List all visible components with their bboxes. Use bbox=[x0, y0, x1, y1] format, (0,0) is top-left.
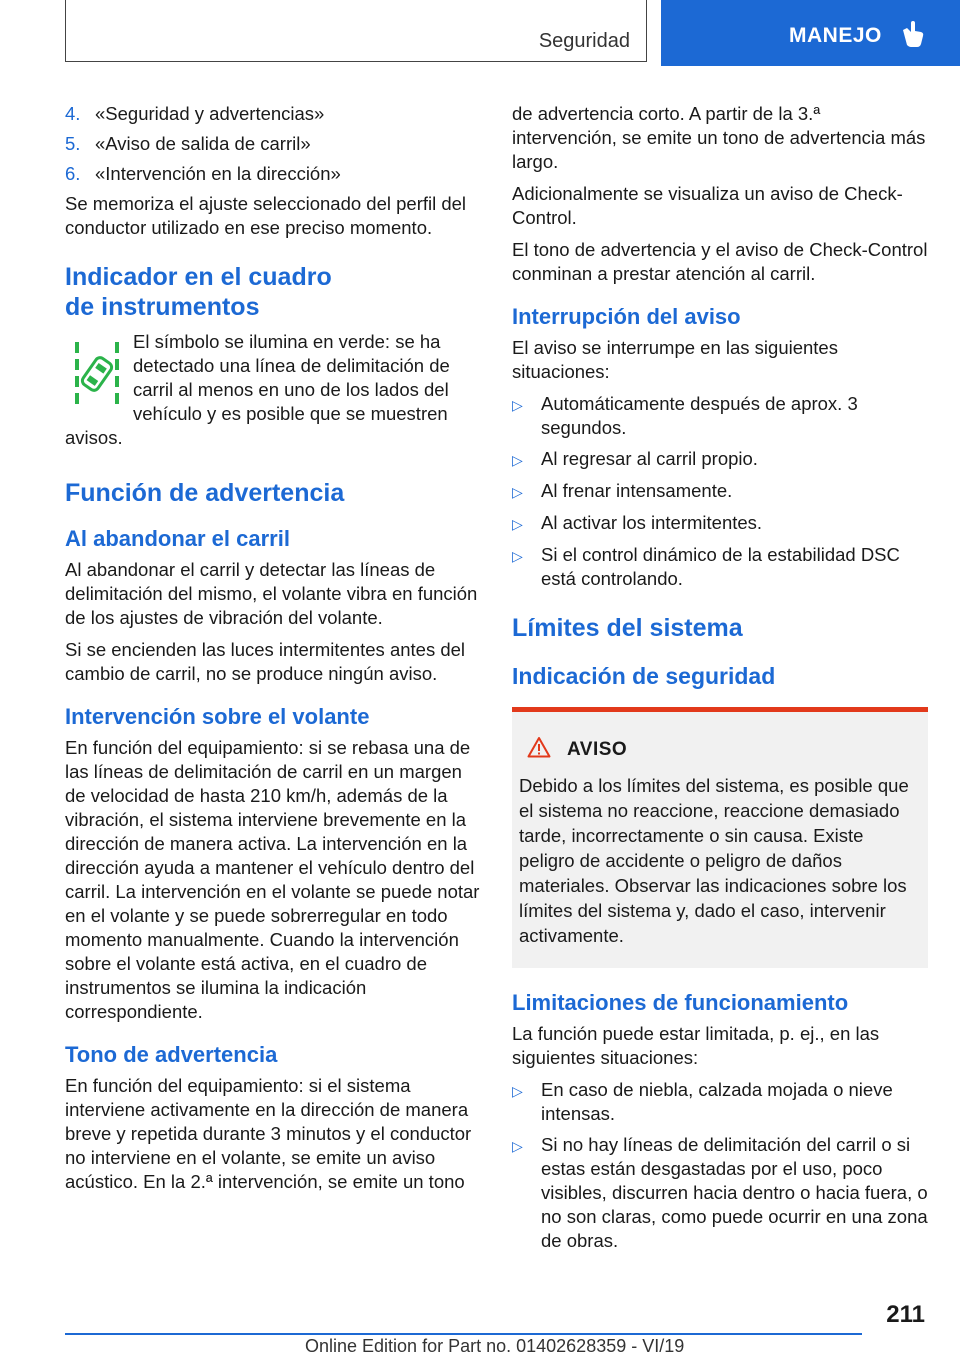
list-text: En caso de niebla, calzada mojada o nieve intensas. bbox=[541, 1079, 893, 1124]
heading-function: Función de advertencia bbox=[65, 479, 345, 507]
list-text: Al frenar intensamente. bbox=[541, 480, 733, 501]
list-text: Automáticamente después de aprox. 3 segundos. bbox=[541, 393, 858, 438]
triangle-bullet-icon: ▷ bbox=[512, 397, 523, 413]
list-item bbox=[512, 543, 928, 591]
triangle-bullet-icon: ▷ bbox=[512, 516, 523, 532]
list-text: «Aviso de salida de carril» bbox=[95, 133, 311, 154]
triangle-bullet-icon: ▷ bbox=[512, 1138, 523, 1154]
chapter-title: MANEJO bbox=[789, 24, 882, 47]
left-column bbox=[65, 102, 480, 1202]
list-item bbox=[512, 1078, 928, 1126]
steering-hand-icon bbox=[900, 20, 926, 53]
list-number: 6. bbox=[65, 163, 81, 184]
check-control-paragraph: Adicionalmente se visualiza un aviso de Check-Control. bbox=[512, 183, 903, 228]
list-text: «Seguridad y advertencias» bbox=[95, 103, 325, 124]
triangle-bullet-icon: ▷ bbox=[512, 1083, 523, 1099]
heading-warning-tone: Tono de advertencia bbox=[65, 1042, 278, 1067]
heading-limits: Límites del sistema bbox=[512, 614, 743, 642]
lane-assist-icon bbox=[65, 336, 125, 406]
list-item bbox=[512, 392, 928, 440]
section-title: Seguridad bbox=[538, 30, 630, 52]
intervention-paragraph: En función del equipamiento: si se rebasa una de las líneas de delimitación de carril en un margen de velocidad de hasta 210 km/h, además de la vibración, el sistema interviene brevemente en la dirección de manera activa. La intervención en la dirección ayuda a mantener el vehículo dentro del carril. La intervención en el volante se puede notar en el volante y se puede sobrerregular en todo momento manualmente. Cuando la intervención sobre el volante está activa, en el cuadro de instrumentos se ilumina la indicación correspondiente. bbox=[65, 737, 480, 1022]
list-text: Al regresar al carril propio. bbox=[541, 448, 758, 469]
limitations-list bbox=[512, 1078, 928, 1253]
triangle-bullet-icon: ▷ bbox=[512, 548, 523, 564]
warning-header bbox=[519, 736, 920, 763]
right-column bbox=[512, 102, 928, 1261]
list-item bbox=[512, 447, 928, 472]
list-text: Si el control dinámico de la estabilidad DSC está controlando. bbox=[541, 544, 900, 589]
triangle-bullet-icon: ▷ bbox=[512, 452, 523, 468]
list-text: Si no hay líneas de delimitación del carril o si estas están desgastadas por el uso, poco visibles, discurren hacia dentro o hacia fuera, o no son claras, como puede ocurrir en una zona de obras. bbox=[541, 1134, 928, 1251]
heading-limitations: Limitaciones de funcionamiento bbox=[512, 990, 849, 1015]
chapter-tab[interactable] bbox=[661, 0, 960, 66]
warning-box bbox=[512, 707, 928, 968]
warning-text: Debido a los límites del sistema, es posible que el sistema no reaccione, reaccione demasiado tarde, incorrectamente o sin causa. Existe peligro de accidente o peligro de daños materiales. Observar las indicaciones sobre los límites del sistema y, dado el caso, intervenir activamente. bbox=[519, 775, 909, 946]
list-item bbox=[65, 132, 480, 156]
list-item bbox=[65, 162, 480, 186]
heading-safety: Indicación de seguridad bbox=[512, 663, 776, 689]
triangle-bullet-icon: ▷ bbox=[512, 484, 523, 500]
profile-paragraph: Se memoriza el ajuste seleccionado del perfil del conductor utilizado en ese preciso momento. bbox=[65, 193, 467, 238]
edition-footer: Online Edition for Part no. 01402628359 - VI/19 bbox=[305, 1336, 685, 1356]
interruption-list bbox=[512, 392, 928, 591]
list-item bbox=[512, 1133, 928, 1253]
list-item bbox=[65, 102, 480, 126]
footer-divider bbox=[65, 1333, 862, 1335]
heading-indicator: Indicador en el cuadro de instrumentos bbox=[65, 263, 332, 321]
warning-title: AVISO bbox=[567, 738, 628, 760]
header-frame bbox=[65, 0, 647, 62]
warning-triangle-icon bbox=[527, 736, 551, 763]
heading-steering-intervention: Intervención sobre el volante bbox=[65, 704, 370, 729]
heading-interruption: Interrupción del aviso bbox=[512, 304, 741, 329]
list-text: «Intervención en la dirección» bbox=[95, 163, 341, 184]
limitations-paragraph: La función puede estar limitada, p. ej., en las siguientes situaciones: bbox=[512, 1023, 880, 1068]
heading-leaving-lane: Al abandonar el carril bbox=[65, 526, 290, 551]
indicator-paragraph: El símbolo se ilumina en verde: se ha detectado una línea de delimitación de carril al menos en uno de los lados del vehículo y es posible que se muestren avisos. bbox=[65, 331, 450, 448]
list-item bbox=[512, 511, 928, 536]
leaving-paragraph-1: Al abandonar el carril y detectar las líneas de delimitación del mismo, el volante vibra en función de los ajustes de vibración del volante. bbox=[65, 559, 478, 628]
continued-paragraph: de advertencia corto. A partir de la 3.ª intervención, se emite un tono de advertencia más largo. bbox=[512, 103, 926, 172]
interruption-paragraph: El aviso se interrumpe en las siguientes situaciones: bbox=[512, 337, 838, 382]
list-text: Al activar los intermitentes. bbox=[541, 512, 763, 533]
list-number: 4. bbox=[65, 103, 81, 124]
page-number: 211 bbox=[886, 1301, 925, 1328]
tone-paragraph: En función del equipamiento: si el sistema interviene activamente en la dirección de manera breve y repetida durante 3 minutos y el conductor no interviene en el volante, se emite un aviso acústico. En la 2.ª intervención, se emite un tono bbox=[65, 1075, 472, 1192]
list-item bbox=[512, 479, 928, 504]
list-number: 5. bbox=[65, 133, 81, 154]
leaving-paragraph-2: Si se encienden las luces intermitentes antes del cambio de carril, no se produce ningún aviso. bbox=[65, 639, 466, 684]
check-control-paragraph-2: El tono de advertencia y el aviso de Check-Control conminan a prestar atención al carril. bbox=[512, 239, 928, 284]
